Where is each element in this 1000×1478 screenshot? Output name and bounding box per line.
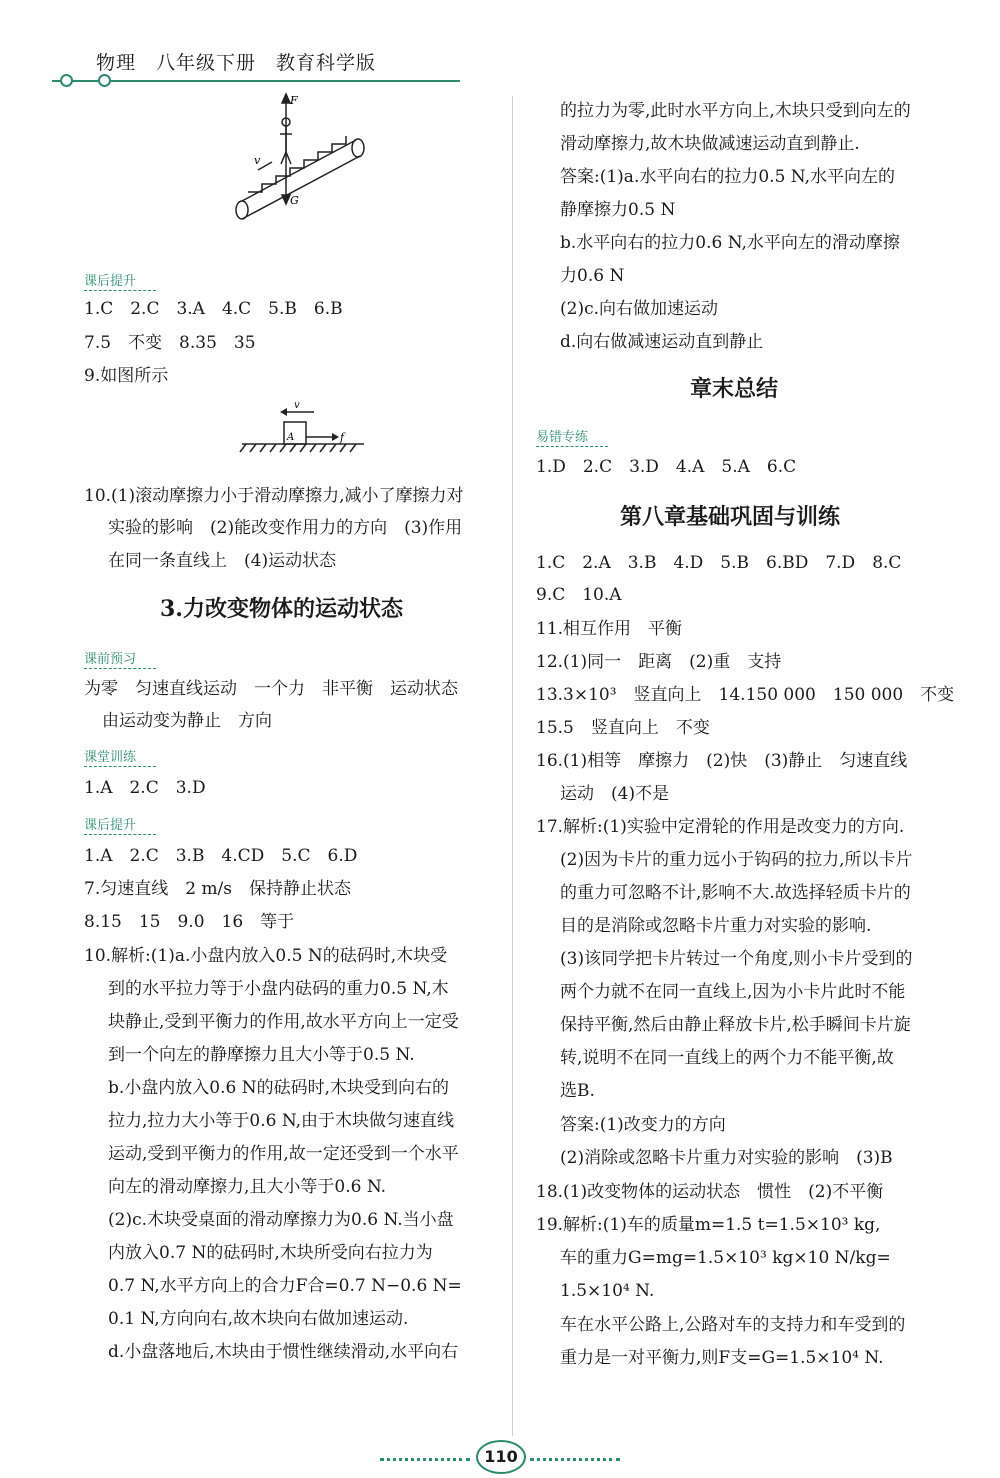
answer-line: 静摩擦力0.5 N	[560, 200, 676, 220]
tag-preview: 课前预习	[84, 648, 136, 667]
answer-line: 答案:(1)改变力的方向	[560, 1115, 726, 1135]
answer-line: 11.相互作用 平衡	[536, 619, 683, 639]
velocity-label-v: v	[294, 400, 300, 411]
tag-after-class: 课后提升	[84, 814, 136, 833]
answer-line: 车的重力G=mg=1.5×10³ kg×10 N/kg=	[560, 1248, 891, 1268]
answer-line: 18.(1)改变物体的运动状态 惯性 (2)不平衡	[536, 1182, 884, 1202]
answer-line: (2)c.木块受桌面的滑动摩擦力为0.6 N.当小盘	[108, 1210, 454, 1230]
answer-line: 1.C 2.A 3.B 4.D 5.B 6.BD 7.D 8.C	[536, 553, 902, 573]
answer-line: 1.A 2.C 3.D	[84, 778, 206, 798]
answer-line: 重力是一对平衡力,则F支=G=1.5×10⁴ N.	[560, 1348, 884, 1368]
answer-line: 0.1 N,方向向右,故木块向右做加速运动.	[108, 1309, 409, 1329]
tag-classroom: 课堂训练	[84, 746, 136, 765]
answer-line: d.向右做减速运动直到静止	[560, 332, 764, 352]
answer-line: 答案:(1)a.水平向右的拉力0.5 N,水平向左的	[560, 167, 895, 187]
book-header: 物理 八年级下册 教育科学版	[96, 52, 377, 74]
answer-line: b.小盘内放入0.6 N的砝码时,木块受到向右的	[108, 1078, 450, 1098]
answer-line: 1.5×10⁴ N.	[560, 1281, 655, 1301]
answer-line: 由运动变为静止 方向	[102, 711, 272, 731]
escalator-figure	[228, 92, 378, 222]
tag-error-practice: 易错专练	[536, 426, 588, 445]
answer-line: 1.C 2.C 3.A 4.C 5.B 6.B	[84, 299, 343, 319]
answer-line: 的拉力为零,此时水平方向上,木块只受到向左的	[560, 101, 911, 121]
answer-line: b.水平向右的拉力0.6 N,水平向左的滑动摩擦	[560, 233, 900, 253]
answer-line: 16.(1)相等 摩擦力 (2)快 (3)静止 匀速直线	[536, 751, 908, 771]
answer-line: 7.匀速直线 2 m/s 保持静止状态	[84, 879, 352, 899]
force-label-F: F	[290, 94, 298, 107]
answer-line: 12.(1)同一 距离 (2)重 支持	[536, 652, 782, 672]
answer-line: 滑动摩擦力,故木块做减速运动直到静止.	[560, 134, 860, 154]
answer-line: 的重力可忽略不计,影响不大.故选择轻质卡片的	[560, 883, 911, 903]
answer-line: 17.解析:(1)实验中定滑轮的作用是改变力的方向.	[536, 817, 905, 837]
answer-line: 9.如图所示	[84, 366, 169, 386]
answer-line: 力0.6 N	[560, 266, 625, 286]
answer-line: 在同一条直线上 (4)运动状态	[108, 551, 337, 571]
page-number: 110	[476, 1440, 526, 1474]
answer-line: 目的是消除或忽略卡片重力对实验的影响.	[560, 916, 872, 936]
answer-line: 7.5 不变 8.35 35	[84, 333, 256, 353]
answer-line: 块静止,受到平衡力的作用,故水平方向上一定受	[108, 1012, 459, 1032]
answer-line: 10.(1)滚动摩擦力小于滑动摩擦力,减小了摩擦力对	[84, 486, 464, 506]
answer-line: 1.D 2.C 3.D 4.A 5.A 6.C	[536, 457, 797, 477]
answer-line: (2)c.向右做加速运动	[560, 299, 719, 319]
answer-line: 拉力,拉力大小等于0.6 N,由于木块做匀速直线	[108, 1111, 455, 1131]
answer-line: 内放入0.7 N的砝码时,木块所受向右拉力为	[108, 1243, 433, 1263]
footer-dots	[380, 1458, 470, 1461]
answer-line: 向左的滑动摩擦力,且大小等于0.6 N.	[108, 1177, 387, 1197]
answer-line: 运动,受到平衡力的作用,故一定还受到一个水平	[108, 1144, 459, 1164]
friction-label-f: f	[340, 431, 345, 444]
section-title: 第八章基础巩固与训练	[620, 504, 841, 530]
answer-line: 保持平衡,然后由静止释放卡片,松手瞬间卡片旋	[560, 1015, 911, 1035]
header-rule	[52, 80, 460, 82]
answer-line: 为零 匀速直线运动 一个力 非平衡 运动状态	[84, 679, 458, 699]
header-dot	[60, 74, 73, 87]
answer-line: 10.解析:(1)a.小盘内放入0.5 N的砝码时,木块受	[84, 946, 448, 966]
answer-line: 两个力就不在同一直线上,因为小卡片此时不能	[560, 982, 906, 1002]
answer-line: 转,说明不在同一直线上的两个力不能平衡,故	[560, 1048, 894, 1068]
block-friction-figure	[238, 400, 368, 460]
section-title: 3.力改变物体的运动状态	[160, 596, 403, 622]
answer-line: 9.C 10.A	[536, 585, 622, 605]
answer-line: 0.7 N,水平方向上的合力F合=0.7 N−0.6 N=	[108, 1276, 462, 1296]
answer-line: 到一个向左的静摩擦力且大小等于0.5 N.	[108, 1045, 415, 1065]
answer-line: (2)因为卡片的重力远小于钩码的拉力,所以卡片	[560, 850, 913, 870]
force-label-G: G	[290, 194, 299, 207]
answer-line: 实验的影响 (2)能改变作用力的方向 (3)作用	[108, 518, 463, 538]
answer-line: 8.15 15 9.0 16 等于	[84, 912, 295, 932]
answer-line: 13.3×10³ 竖直向上 14.150 000 150 000 不变	[536, 685, 955, 705]
block-label-A: A	[287, 432, 295, 443]
answer-line: 运动 (4)不是	[560, 784, 670, 804]
answer-line: (3)该同学把卡片转过一个角度,则小卡片受到的	[560, 949, 913, 969]
velocity-label-v: v	[254, 154, 261, 167]
header-dot	[98, 74, 111, 87]
answer-line: 车在水平公路上,公路对车的支持力和车受到的	[560, 1315, 906, 1335]
answer-line: 19.解析:(1)车的质量m=1.5 t=1.5×10³ kg,	[536, 1215, 881, 1235]
column-divider	[512, 96, 513, 1436]
tag-after-class: 课后提升	[84, 270, 136, 289]
answer-line: d.小盘落地后,木块由于惯性继续滑动,水平向右	[108, 1342, 459, 1362]
answer-line: 1.A 2.C 3.B 4.CD 5.C 6.D	[84, 846, 358, 866]
footer-dots	[530, 1458, 620, 1461]
answer-line: 15.5 竖直向上 不变	[536, 718, 710, 738]
section-title: 章末总结	[690, 376, 779, 402]
answer-line: 到的水平拉力等于小盘内砝码的重力0.5 N,木	[108, 979, 449, 999]
answer-line: 选B.	[560, 1081, 595, 1101]
answer-line: (2)消除或忽略卡片重力对实验的影响 (3)B	[560, 1148, 893, 1168]
